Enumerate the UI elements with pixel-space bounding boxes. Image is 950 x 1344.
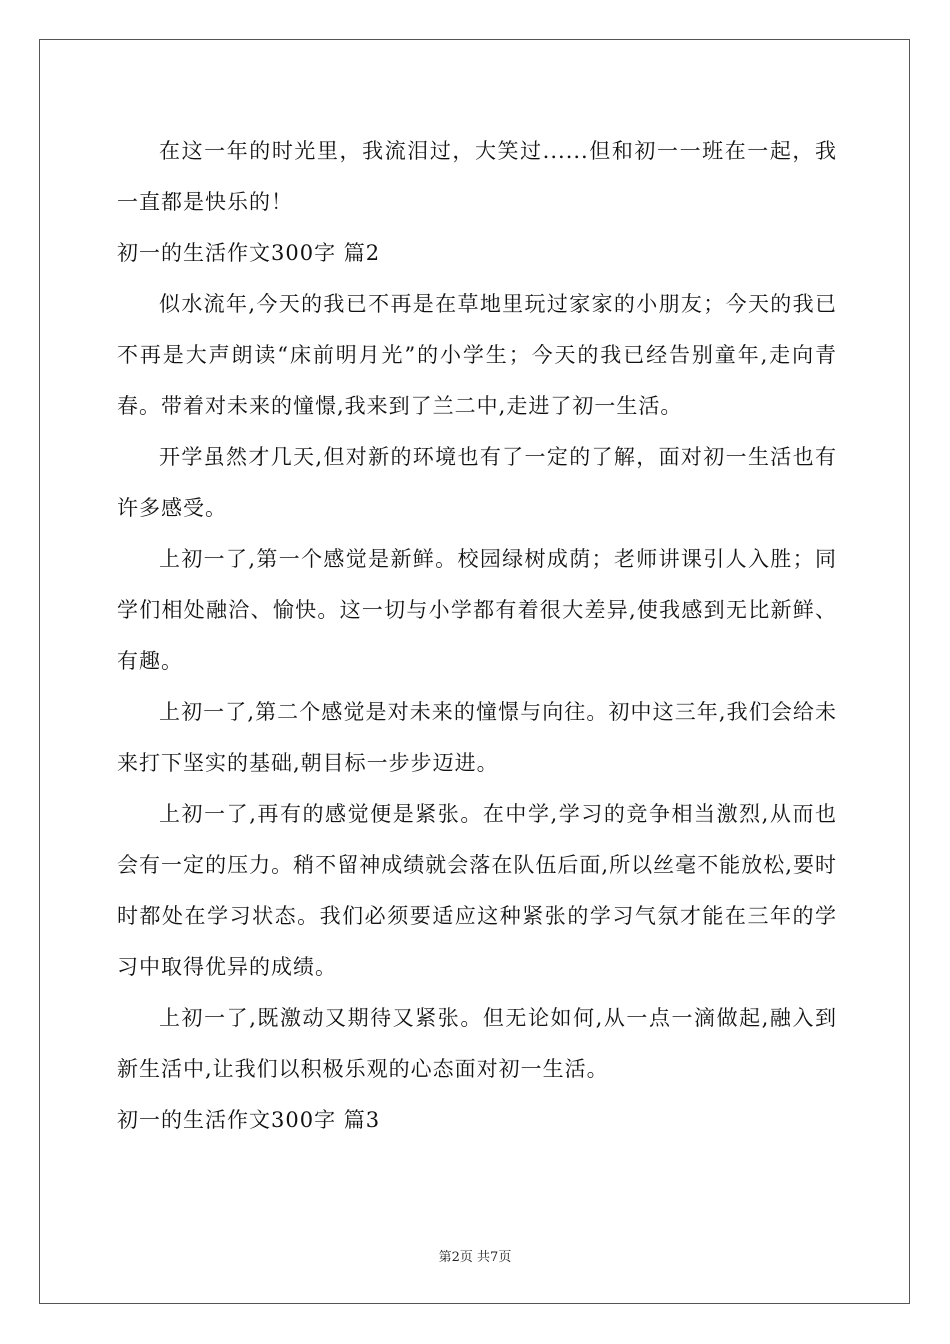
section-heading: 初一的生活作文300字 篇2 — [117, 241, 381, 265]
paragraph: 上初一了,再有的感觉便是紧张。在中学,学习的竞争相当激烈,从而也会有一定的压力。稍不留神成绩就会落在队伍后面,所以丝毫不能放松,要时时都处在学习状态。我们必须要适应这种紧张的学习气氛才能在三年的学习中取得优异的成绩。 — [117, 802, 837, 979]
paragraph: 上初一了,第一个感觉是新鲜。校园绿树成荫；老师讲课引人入胜；同学们相处融洽、愉快。这一切与小学都有着很大差异,使我感到无比新鲜、有趣。 — [117, 547, 837, 673]
page-number-footer: 第2页 共7页 — [438, 1250, 512, 1265]
paragraph: 上初一了,既激动又期待又紧张。但无论如何,从一点一滴做起,融入到新生活中,让我们以积极乐观的心态面对初一生活。 — [117, 1006, 837, 1081]
paragraph: 似水流年,今天的我已不再是在草地里玩过家家的小朋友；今天的我已不再是大声朗读“床前明月光”的小学生；今天的我已经告别童年,走向青春。带着对未来的憧憬,我来到了兰二中,走进了初一生活。 — [117, 292, 837, 418]
paragraph: 开学虽然才几天,但对新的环境也有了一定的了解，面对初一生活也有许多感受。 — [117, 445, 837, 520]
paragraph: 在这一年的时光里，我流泪过，大笑过......但和初一一班在一起，我一直都是快乐的！ — [117, 139, 837, 214]
document-body — [117, 126, 837, 1146]
section-heading: 初一的生活作文300字 篇3 — [117, 1108, 381, 1132]
paragraph: 上初一了,第二个感觉是对未来的憧憬与向往。初中这三年,我们会给未来打下坚实的基础,朝目标一步步迈进。 — [117, 700, 837, 775]
